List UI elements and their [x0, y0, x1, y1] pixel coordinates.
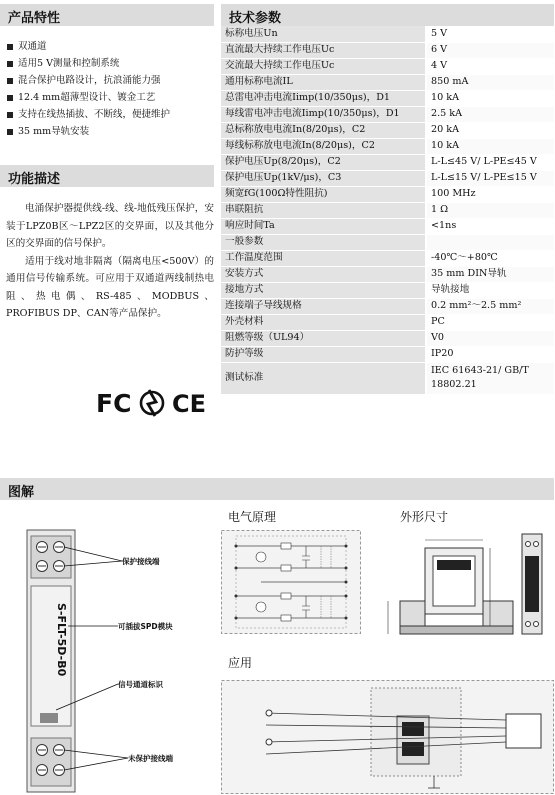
bullet-icon [7, 95, 13, 101]
spec-row [221, 42, 554, 58]
spec-value [426, 234, 554, 250]
spec-row [221, 122, 554, 138]
features-list [6, 40, 214, 142]
description-header [0, 165, 214, 187]
spec-value: 10 kA [426, 138, 554, 154]
spec-value: V0 [426, 330, 554, 346]
spec-key: 保护电压Up(8/20μs)，C2 [221, 154, 426, 170]
callout-protected-terminal: 保护接线端 [122, 557, 160, 566]
spec-key: 每线雷电冲击电流Iimp(10/350μs)，D1 [221, 106, 426, 122]
bullet-icon [7, 61, 13, 67]
spec-row [221, 58, 554, 74]
spec-value: <1ns [426, 218, 554, 234]
spec-key: 响应时间Ta [221, 218, 426, 234]
spec-row [221, 90, 554, 106]
spec-key: 通用标称电流IL [221, 74, 426, 90]
feature-text: 支持在线热插拔、不断线，便捷维护 [18, 109, 171, 120]
svg-text:S-FLT-5D-B0: S-FLT-5D-B0 [55, 603, 68, 677]
spec-key: 一般参数 [221, 234, 426, 250]
spec-key: 安装方式 [221, 266, 426, 282]
spec-key: 接地方式 [221, 282, 426, 298]
feature-item [6, 74, 214, 91]
description-title: 功能描述 [8, 172, 61, 187]
bullet-icon [7, 129, 13, 135]
spec-value: 20 kA [426, 122, 554, 138]
specs-header [221, 4, 554, 26]
spec-key: 测试标准 [221, 362, 426, 394]
features-header [0, 4, 214, 26]
description-body [6, 200, 214, 323]
feature-item [6, 57, 214, 74]
bullet-icon [7, 112, 13, 118]
spec-key: 串联阻抗 [221, 202, 426, 218]
spec-value: 1 Ω [426, 202, 554, 218]
spec-row [221, 314, 554, 330]
spec-value: 6 V [426, 42, 554, 58]
spec-value: IEC 61643-21/ GB/T 18802.21 [426, 362, 554, 394]
spec-key: 每线标称放电电流In(8/20μs)，C2 [221, 138, 426, 154]
spec-row [221, 234, 554, 250]
spec-key: 连接端子导线规格 [221, 298, 426, 314]
ground-symbol-logo [141, 390, 163, 416]
feature-item [6, 91, 214, 108]
callout-pluggable-module: 可插拔SPD模块 [118, 622, 173, 631]
certification-logos [96, 388, 216, 418]
svg-text:FC: FC [96, 389, 132, 418]
spec-value: PC [426, 314, 554, 330]
specs-table [221, 26, 554, 395]
spec-key: 总标称放电电流In(8/20μs)，C2 [221, 122, 426, 138]
spec-value: 2.5 kA [426, 106, 554, 122]
description-paragraph-2: 适用于线对地非隔离（隔离电压<500V）的通用信号传输系统。可应用于双通道两线制热电阻、热电偶、RS-485、MODBUS、PROFIBUS DP、CAN等产品保护。 [6, 255, 214, 319]
spec-row [221, 282, 554, 298]
application-caption: 应用 [228, 656, 253, 670]
spec-value: IP20 [426, 346, 554, 362]
callout-channel-label: 信号通道标识 [118, 680, 163, 689]
spec-key: 标称电压Un [221, 26, 426, 42]
diagrams-area [0, 500, 555, 795]
bullet-icon [7, 44, 13, 50]
spec-key: 直流最大持续工作电压Uc [221, 42, 426, 58]
spec-value: 850 mA [426, 74, 554, 90]
spec-row [221, 266, 554, 282]
ce-logo [172, 390, 206, 418]
spec-row [221, 74, 554, 90]
spec-key: 防护等级 [221, 346, 426, 362]
spec-value: 10 kA [426, 90, 554, 106]
features-title: 产品特性 [8, 11, 61, 26]
spec-row [221, 106, 554, 122]
application-diagram [221, 680, 554, 794]
description-paragraph-1: 电涌保护器提供线-线、线-地低残压保护，安装于LPZ0B区～LPZ2区的交界面，以及其他分区的交界面的信号保护。 [6, 203, 214, 249]
spec-row [221, 250, 554, 266]
spec-row [221, 298, 554, 314]
specs-title: 技术参数 [229, 11, 282, 26]
spec-row [221, 138, 554, 154]
fc-logo [96, 389, 131, 418]
diagrams-header [0, 478, 554, 500]
feature-item [6, 108, 214, 125]
spec-row [221, 170, 554, 186]
spec-value: 导轨接地 [426, 282, 554, 298]
bullet-icon [7, 78, 13, 84]
module-label [55, 603, 68, 677]
spec-row [221, 202, 554, 218]
feature-text: 适用5 V测量和控制系统 [18, 58, 120, 69]
spec-key: 保护电压Up(1kV/μs)，C3 [221, 170, 426, 186]
spec-key: 交流最大持续工作电压Uc [221, 58, 426, 74]
module-drawing [18, 528, 218, 795]
spec-value: 0.2 mm²～2.5 mm² [426, 298, 554, 314]
electrical-caption: 电气原理 [228, 510, 277, 524]
spec-row [221, 330, 554, 346]
dimension-drawing [380, 526, 555, 656]
spec-row [221, 186, 554, 202]
feature-text: 12.4 mm超薄型设计、镀金工艺 [18, 92, 156, 103]
feature-item [6, 125, 214, 142]
spec-key: 频宽fG(100Ω特性阻抗) [221, 186, 426, 202]
spec-key: 外壳材料 [221, 314, 426, 330]
spec-value: L-L≤15 V/ L-PE≤15 V [426, 170, 554, 186]
spec-value: 4 V [426, 58, 554, 74]
electrical-schematic [221, 530, 361, 634]
feature-text: 35 mm导轨安装 [18, 126, 90, 137]
spec-key: 总雷电冲击电流Iimp(10/350μs)，D1 [221, 90, 426, 106]
spec-row [221, 26, 554, 42]
spec-row [221, 154, 554, 170]
diagrams-title: 图解 [8, 485, 35, 500]
spec-value: 100 MHz [426, 186, 554, 202]
spec-key: 工作温度范围 [221, 250, 426, 266]
svg-text:CE: CE [172, 390, 207, 418]
spec-value: 35 mm DIN导轨 [426, 266, 554, 282]
spec-key: 阻燃等级（UL94） [221, 330, 426, 346]
feature-item [6, 40, 214, 57]
dimension-caption: 外形尺寸 [400, 510, 449, 524]
spec-value: L-L≤45 V/ L-PE≤45 V [426, 154, 554, 170]
callout-unprotected-terminal: 未保护接线端 [128, 754, 173, 763]
spec-value: 5 V [426, 26, 554, 42]
spec-row [221, 218, 554, 234]
spec-row [221, 362, 554, 394]
feature-text: 双通道 [18, 41, 47, 52]
spec-value: -40℃～+80℃ [426, 250, 554, 266]
spec-row [221, 346, 554, 362]
feature-text: 混合保护电路设计，抗浪涌能力强 [18, 75, 161, 86]
